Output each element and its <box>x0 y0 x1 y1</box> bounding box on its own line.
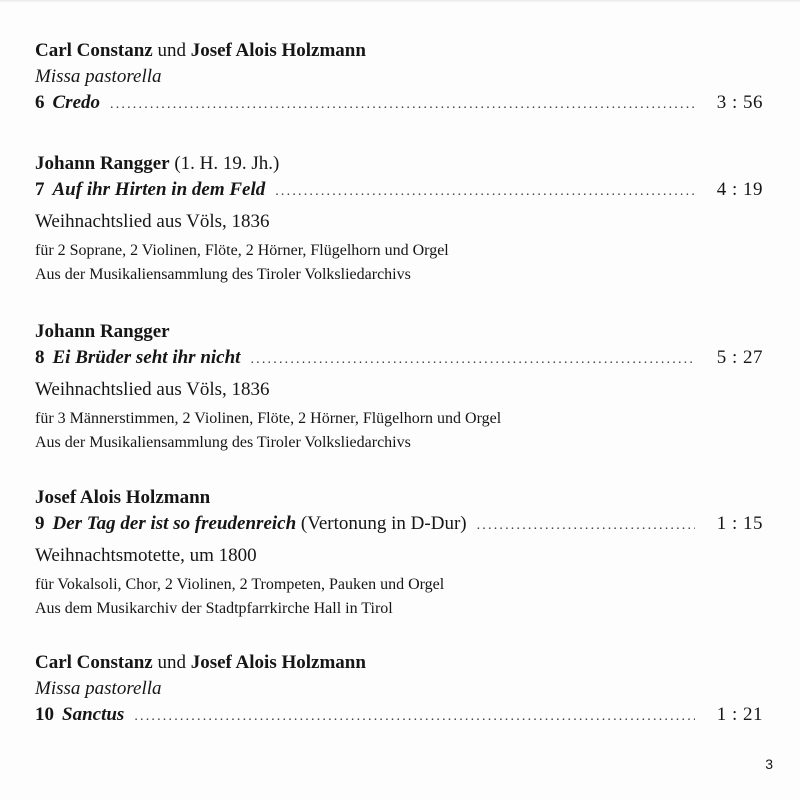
dot-leader <box>110 92 695 118</box>
source-note: Aus der Musikaliensammlung des Tiroler Volksliedarchivs <box>35 434 411 451</box>
track-subtitle: Weihnachtsmotette, um 1800 <box>35 545 257 566</box>
track-line <box>35 345 763 373</box>
composer-name: Josef Alois Holzmann <box>190 652 366 673</box>
track-title: Der Tag der ist so freudenreich <box>52 513 297 534</box>
composer-name: Johann Rangger <box>35 153 170 174</box>
track-line <box>35 511 763 539</box>
track-title: Credo <box>52 92 100 113</box>
track-line <box>35 177 763 205</box>
source-note: Aus der Musikaliensammlung des Tiroler Volksliedarchivs <box>35 266 411 283</box>
work-title: Missa pastorella <box>35 66 162 87</box>
composer-line <box>35 151 763 177</box>
dot-leader <box>477 513 695 539</box>
composer-conjunction: und <box>157 40 186 61</box>
composer-name: Carl Constanz <box>35 40 153 61</box>
track-duration: 3 : 56 <box>716 92 763 113</box>
composer-name: Josef Alois Holzmann <box>190 40 366 61</box>
source-note: Aus dem Musikarchiv der Stadtpfarrkirche Hall in Tirol <box>35 600 393 617</box>
composer-line <box>35 650 763 676</box>
track-title-note: (Vertonung in D-Dur) <box>300 513 467 534</box>
track-duration: 4 : 19 <box>716 179 763 200</box>
track-number: 10 <box>35 704 54 725</box>
track-duration: 5 : 27 <box>716 347 763 368</box>
track-subtitle: Weihnachtslied aus Völs, 1836 <box>35 379 270 400</box>
page-number: 3 <box>765 756 773 772</box>
composer-dates: (1. H. 19. Jh.) <box>174 153 280 174</box>
composer-line <box>35 38 763 64</box>
track-entry-7 <box>35 151 763 287</box>
track-title: Sanctus <box>62 704 125 725</box>
dot-leader <box>134 704 695 730</box>
work-title: Missa pastorella <box>35 678 162 699</box>
track-subtitle: Weihnachtslied aus Völs, 1836 <box>35 211 270 232</box>
dot-leader <box>275 179 695 205</box>
track-entry-6 <box>35 38 763 118</box>
instrumentation-note: für Vokalsoli, Chor, 2 Violinen, 2 Trompeten, Pauken und Orgel <box>35 576 445 593</box>
track-title: Auf ihr Hirten in dem Feld <box>52 179 266 200</box>
track-title: Ei Brüder seht ihr nicht <box>52 347 241 368</box>
track-duration: 1 : 21 <box>716 704 763 725</box>
track-entry-8 <box>35 319 763 455</box>
track-entry-10 <box>35 650 763 730</box>
track-number: 6 <box>35 92 45 113</box>
track-line <box>35 702 763 730</box>
track-number: 8 <box>35 347 45 368</box>
track-duration: 1 : 15 <box>716 513 763 534</box>
track-number: 9 <box>35 513 45 534</box>
page-edge <box>0 0 800 3</box>
composer-name: Carl Constanz <box>35 652 153 673</box>
instrumentation-note: für 2 Soprane, 2 Violinen, Flöte, 2 Hörner, Flügelhorn und Orgel <box>35 242 449 259</box>
composer-name: Josef Alois Holzmann <box>35 487 211 508</box>
track-number: 7 <box>35 179 45 200</box>
composer-name: Johann Rangger <box>35 321 170 342</box>
composer-conjunction: und <box>157 652 186 673</box>
dot-leader <box>250 347 695 373</box>
track-line <box>35 90 763 118</box>
instrumentation-note: für 3 Männerstimmen, 2 Violinen, Flöte, 2 Hörner, Flügelhorn und Orgel <box>35 410 502 427</box>
track-entry-9 <box>35 485 763 621</box>
